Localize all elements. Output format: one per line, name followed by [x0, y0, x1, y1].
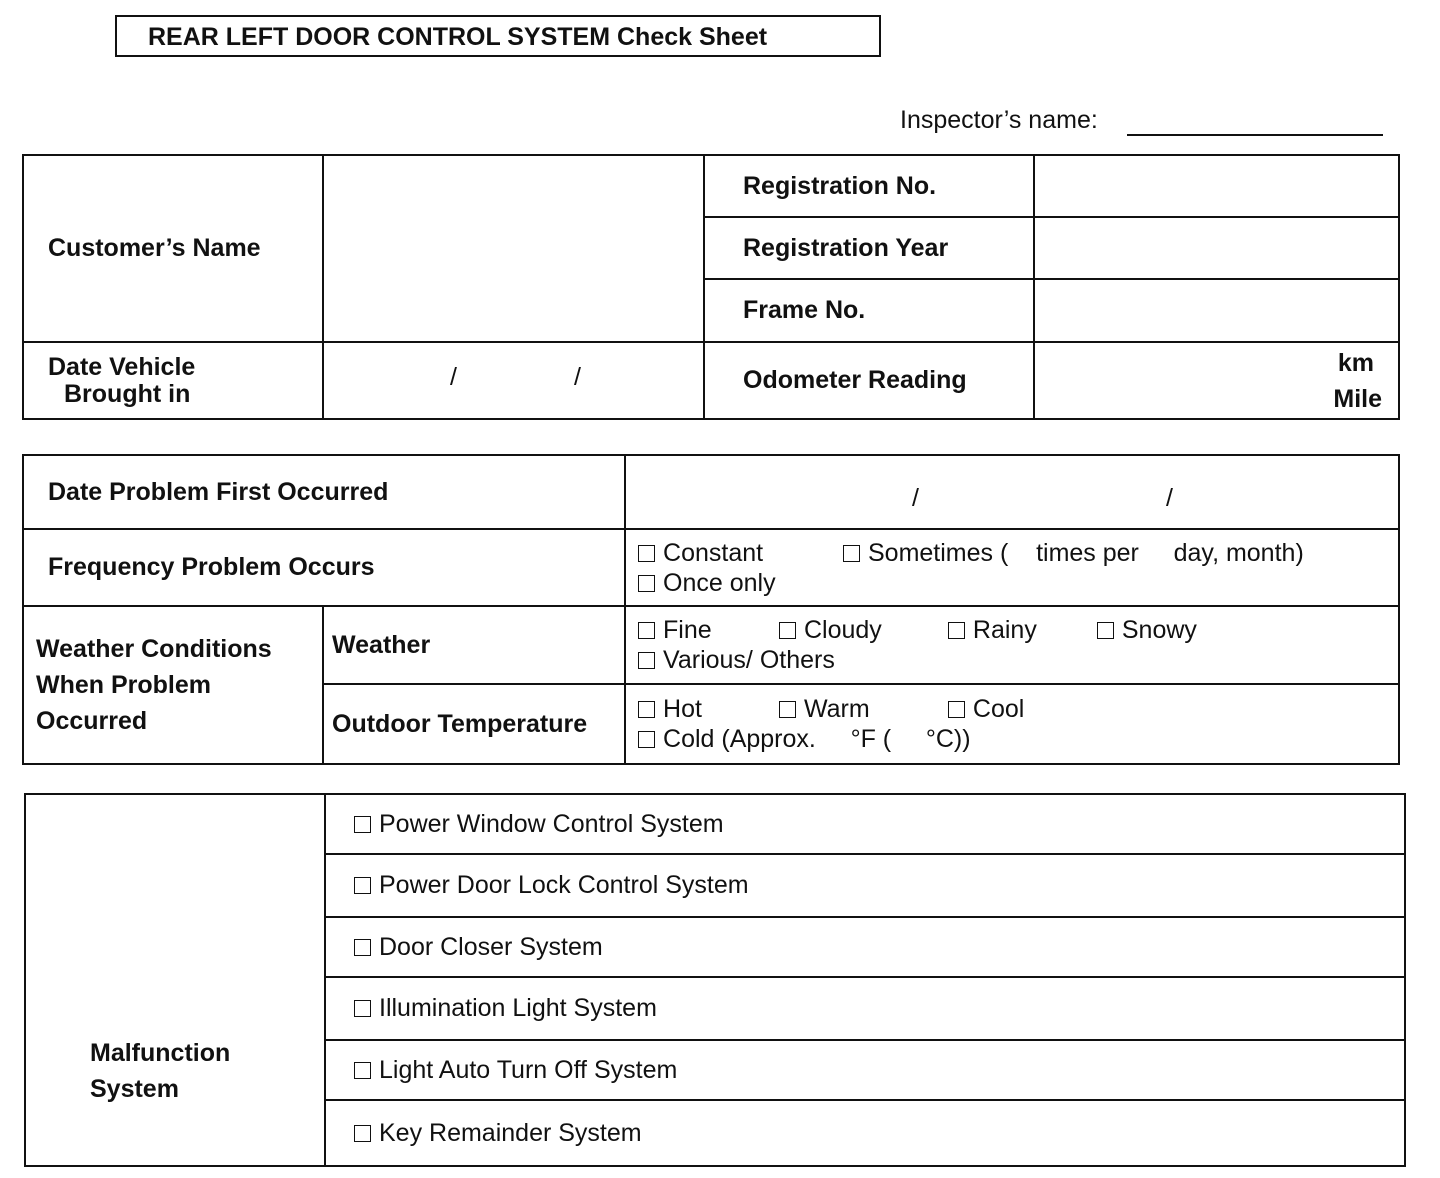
date-vehicle-label-line1: Date Vehicle [48, 352, 196, 381]
temperature-label: Outdoor Temperature [323, 684, 625, 764]
weather-rainy-option[interactable]: Rainy [948, 615, 1090, 645]
date-separator: / [450, 363, 457, 391]
checkbox-icon[interactable] [948, 622, 965, 639]
date-separator: / [912, 484, 919, 512]
checkbox-icon[interactable] [779, 622, 796, 639]
malfunction-system-table [24, 793, 1406, 1167]
checkbox-icon[interactable] [638, 731, 655, 748]
checkbox-icon[interactable] [638, 622, 655, 639]
checkbox-icon[interactable] [843, 545, 860, 562]
checkbox-icon[interactable] [354, 877, 371, 894]
unit-km: km [1337, 348, 1374, 377]
weather-fine-option[interactable]: Fine [638, 615, 772, 645]
system-option-power-window[interactable]: Power Window Control System [325, 794, 1405, 854]
temperature-hot-option[interactable]: Hot [638, 694, 772, 724]
weather-options [625, 606, 1399, 684]
registration-no-label: Registration No. [704, 155, 1034, 217]
temperature-warm-option[interactable]: Warm [779, 694, 941, 724]
inspector-name-line[interactable] [1127, 134, 1383, 136]
weather-conditions-line2: When Problem [36, 671, 212, 699]
checkbox-icon[interactable] [638, 652, 655, 669]
checkbox-icon[interactable] [354, 1062, 371, 1079]
checkbox-icon[interactable] [779, 701, 796, 718]
checkbox-icon[interactable] [354, 1125, 371, 1142]
unit-mile: Mile [1333, 384, 1382, 413]
problem-info-table [22, 454, 1400, 765]
frequency-label: Frequency Problem Occurs [23, 529, 625, 606]
frequency-options [625, 529, 1399, 606]
registration-no-field[interactable] [1034, 155, 1399, 217]
vehicle-info-table [22, 154, 1400, 420]
malfunction-label-line2: System [90, 1075, 179, 1103]
weather-cloudy-option[interactable]: Cloudy [779, 615, 941, 645]
checkbox-icon[interactable] [354, 939, 371, 956]
date-first-occurred-label: Date Problem First Occurred [23, 455, 625, 529]
checkbox-icon[interactable] [638, 701, 655, 718]
checkbox-icon[interactable] [638, 545, 655, 562]
temperature-cold-option[interactable]: Cold (Approx. °F ( °C)) [638, 725, 971, 753]
date-vehicle-field[interactable] [323, 342, 704, 419]
weather-label: Weather [323, 606, 625, 684]
checkbox-icon[interactable] [638, 575, 655, 592]
weather-conditions-line1: Weather Conditions [36, 635, 272, 663]
date-vehicle-label-line2: Brought in [64, 379, 191, 408]
check-sheet-title: REAR LEFT DOOR CONTROL SYSTEM Check Sheet [115, 15, 881, 57]
weather-conditions-line3: Occurred [36, 707, 148, 735]
frequency-constant-option[interactable]: Constant [638, 539, 763, 567]
temperature-cool-option[interactable]: Cool [948, 695, 1024, 723]
system-option-light-auto-turn-off[interactable]: Light Auto Turn Off System [325, 1040, 1405, 1100]
malfunction-label-line1: Malfunction [90, 1039, 231, 1067]
registration-year-label: Registration Year [704, 217, 1034, 279]
frame-no-label: Frame No. [704, 279, 1034, 342]
registration-year-field[interactable] [1034, 217, 1399, 279]
inspector-field [900, 106, 1098, 135]
customer-name-label: Customer’s Name [23, 155, 323, 342]
checkbox-icon[interactable] [1097, 622, 1114, 639]
frame-no-field[interactable] [1034, 279, 1399, 342]
temperature-options [625, 684, 1399, 764]
date-separator: / [1166, 484, 1173, 512]
customer-name-field[interactable] [323, 155, 704, 342]
date-separator: / [574, 363, 581, 391]
weather-snowy-option[interactable]: Snowy [1097, 616, 1197, 644]
weather-various-option[interactable]: Various/ Others [638, 646, 835, 674]
system-option-power-door-lock[interactable]: Power Door Lock Control System [325, 854, 1405, 917]
inspector-label: Inspector’s name: [900, 106, 1098, 134]
system-option-door-closer[interactable]: Door Closer System [325, 917, 1405, 977]
system-option-illumination-light[interactable]: Illumination Light System [325, 977, 1405, 1040]
odometer-field[interactable] [1034, 342, 1399, 419]
malfunction-system-label [25, 794, 325, 1166]
checkbox-icon[interactable] [948, 701, 965, 718]
weather-conditions-label [23, 606, 323, 764]
frequency-sometimes-option[interactable]: Sometimes ( times per day, month) [843, 539, 1304, 567]
date-vehicle-label [23, 342, 323, 419]
system-option-key-remainder[interactable]: Key Remainder System [325, 1100, 1405, 1166]
checkbox-icon[interactable] [354, 1000, 371, 1017]
frequency-once-option[interactable]: Once only [638, 569, 776, 597]
odometer-label: Odometer Reading [704, 342, 1034, 419]
checkbox-icon[interactable] [354, 816, 371, 833]
date-first-occurred-field[interactable] [625, 455, 1399, 529]
